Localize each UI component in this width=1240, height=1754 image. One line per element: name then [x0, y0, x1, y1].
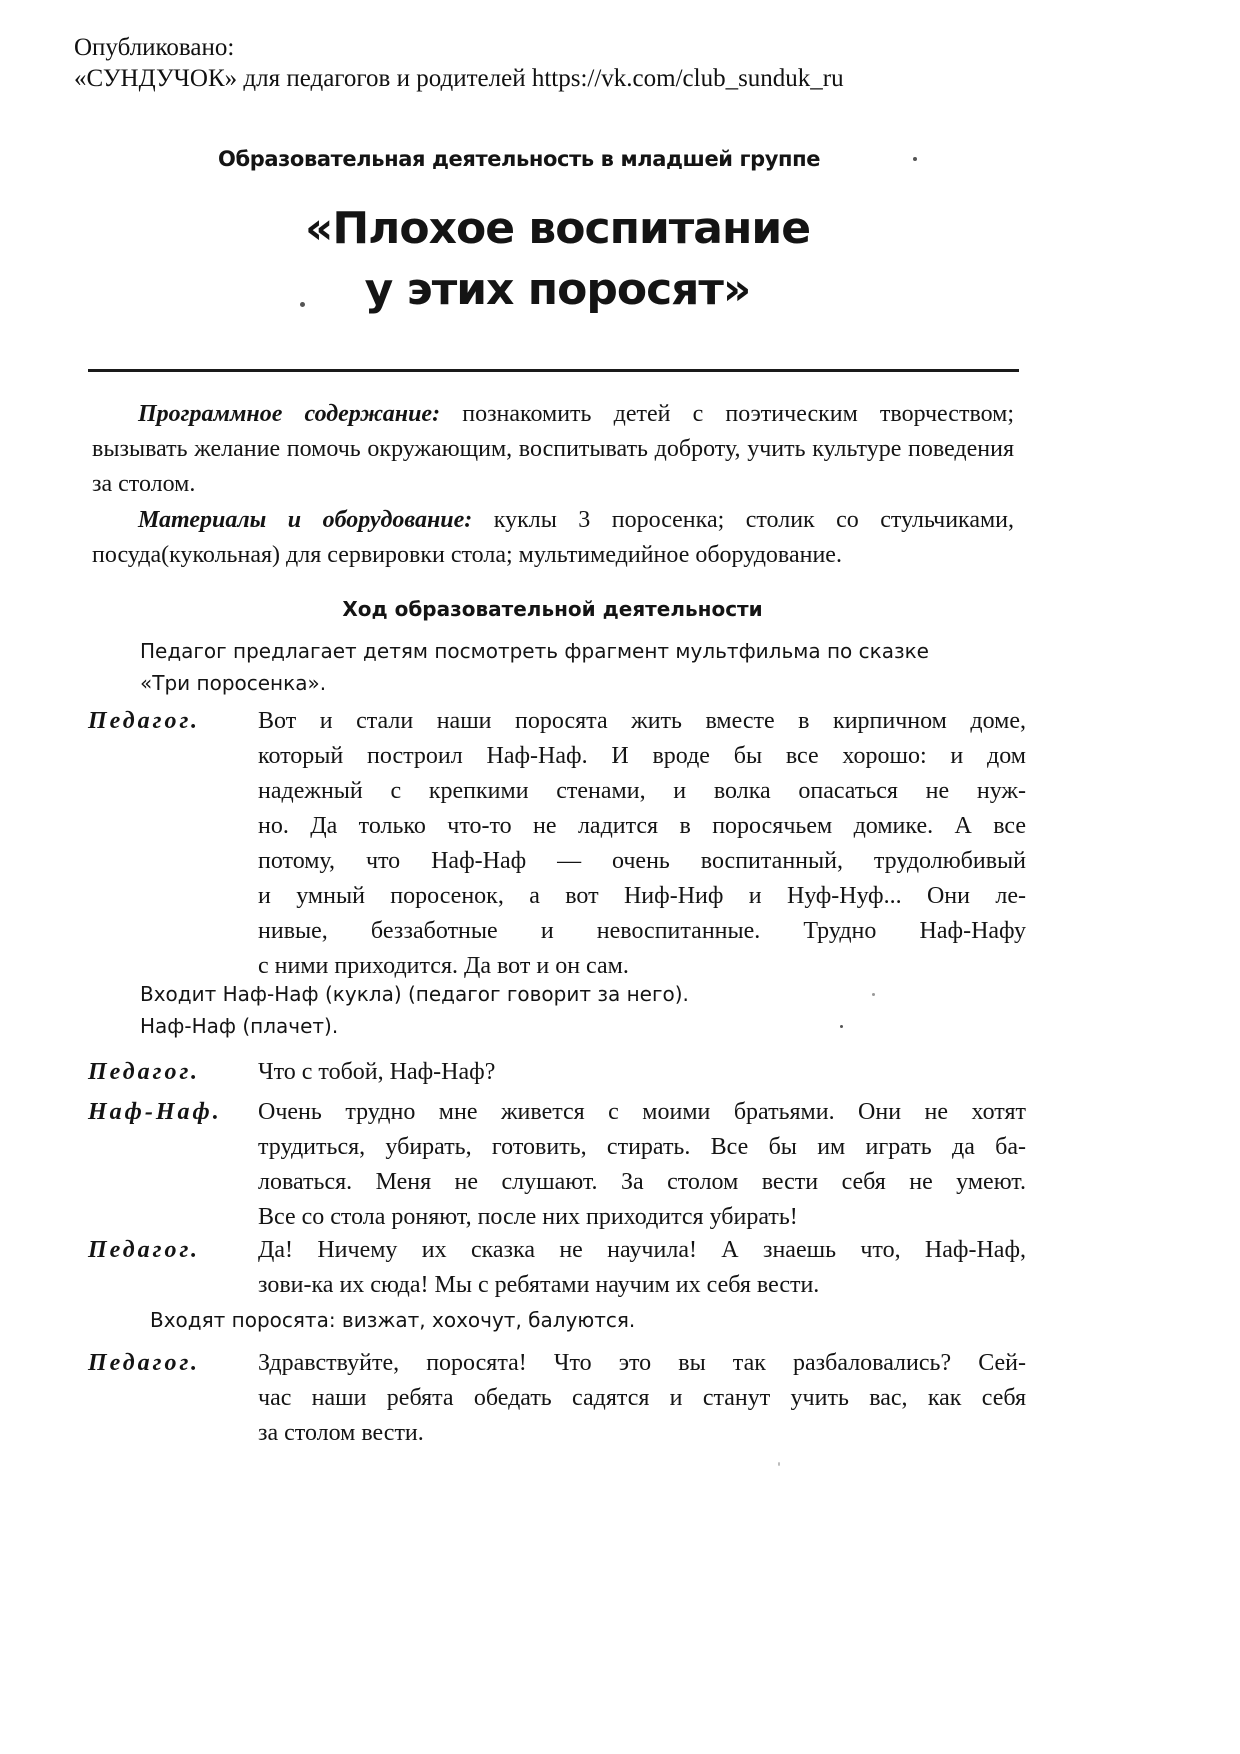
speech-line: зови-ка их сюда! Мы с ребятами научим их себя вести. — [258, 1272, 820, 1298]
section-heading: Ход образовательной деятельности — [342, 597, 763, 621]
speech-line: Вот и стали наши поросята жить вместе в кирпичном доме, — [258, 708, 1026, 734]
scan-speck — [872, 993, 875, 996]
speaker-label: Педагог. — [88, 1350, 201, 1376]
published-label: Опубликовано: — [74, 34, 235, 61]
speech-line: надежный с крепкими стенами, и волка опасаться не нуж- — [258, 778, 1026, 804]
speech-line: Да! Ничему их сказка не научила! А знаешь что, Наф-Наф, — [258, 1237, 1026, 1263]
speech-line: Здравствуйте, поросята! Что это вы так разбаловались? Сей- — [258, 1350, 1026, 1376]
speech-block — [258, 704, 1026, 984]
materials-text: куклы 3 поросенка; столик со стульчиками, посуда(кукольная) для сервировки стола; мультимедийное оборудование. — [92, 507, 1015, 568]
speech-line: который построил Наф-Наф. И вроде бы все хорошо: и дом — [258, 743, 1026, 769]
stage-direction — [150, 1304, 1030, 1336]
scan-speck — [913, 157, 917, 161]
program-content-text: познакомить детей с поэтическим творчеством; вызывать желание помочь окружающим, воспитывать доброту, учить культуре поведения за столом. — [92, 401, 1015, 497]
speech-line: и умный поросенок, а вот Ниф-Ниф и Нуф-Нуф... Они ле- — [258, 883, 1026, 909]
speech-line: трудиться, убирать, готовить, стирать. Все бы им играть да ба- — [258, 1134, 1026, 1160]
title-divider — [88, 369, 1019, 372]
intro-line: Педагог предлагает детям посмотреть фрагмент мультфильма по сказке — [140, 639, 929, 663]
speech-line: но. Да только что-то не ладится в поросячьем домике. А все — [258, 813, 1026, 839]
speech-line: Что с тобой, Наф-Наф? — [258, 1059, 496, 1085]
document-title-line-2: у этих поросят» — [364, 264, 751, 315]
scan-speck — [840, 1025, 843, 1028]
speaker-label: Наф-Наф. — [88, 1099, 222, 1125]
speaker-label: Педагог. — [88, 1059, 201, 1085]
intro-direction — [140, 635, 1020, 699]
scan-speck — [778, 1462, 780, 1466]
speech-line: час наши ребята обедать садятся и станут учить вас, как себя — [258, 1385, 1026, 1411]
speech-line: нивые, беззаботные и невоспитанные. Трудно Наф-Нафу — [258, 918, 1026, 944]
published-source: «СУНДУЧОК» для педагогов и родителей https://vk.com/club_sunduk_ru — [74, 65, 844, 92]
document-subtitle: Образовательная деятельность в младшей группе — [218, 147, 821, 171]
document-title-line-1: «Плохое воспитание — [304, 203, 811, 254]
speech-block — [258, 1095, 1026, 1235]
stage-direction-line: Наф-Наф (плачет). — [140, 1014, 339, 1038]
speech-block — [258, 1055, 1026, 1090]
speech-line: за столом вести. — [258, 1420, 424, 1446]
speech-line: ловаться. Меня не слушают. За столом вести себя не умеют. — [258, 1169, 1026, 1195]
materials-label: Материалы и оборудование: — [138, 507, 473, 533]
publication-note — [74, 32, 844, 94]
speech-block — [258, 1233, 1026, 1303]
speech-line: с ними приходится. Да вот и он сам. — [258, 953, 629, 979]
scan-speck — [300, 302, 305, 307]
program-content-paragraph — [92, 397, 1014, 502]
intro-line: «Три поросенка». — [140, 671, 327, 695]
speech-line: Все со стола роняют, после них приходится убирать! — [258, 1204, 798, 1230]
speaker-label: Педагог. — [88, 1237, 201, 1263]
speech-block — [258, 1346, 1026, 1451]
stage-direction-line: Входят поросята: визжат, хохочут, балуются. — [150, 1308, 636, 1332]
program-content-label: Программное содержание: — [138, 401, 441, 427]
stage-direction-line: Входит Наф-Наф (кукла) (педагог говорит за него). — [140, 982, 689, 1006]
speech-line: потому, что Наф-Наф — очень воспитанный, трудолюбивый — [258, 848, 1026, 874]
materials-paragraph — [92, 503, 1014, 573]
stage-direction — [140, 978, 1020, 1042]
speaker-label: Педагог. — [88, 708, 201, 734]
speech-line: Очень трудно мне живется с моими братьями. Они не хотят — [258, 1099, 1026, 1125]
